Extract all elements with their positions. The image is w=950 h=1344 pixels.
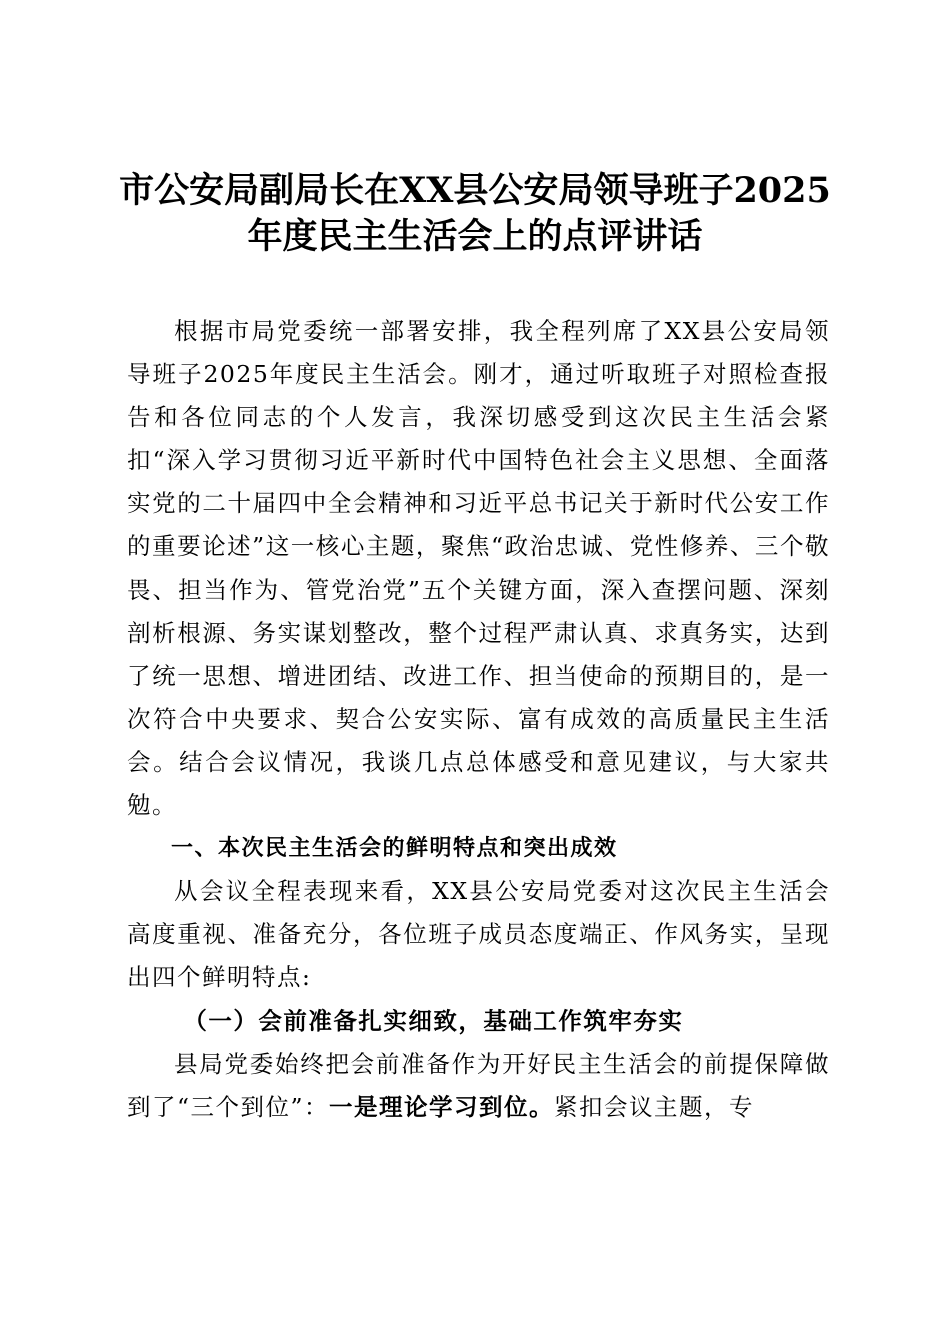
subsection-1-bold-phrase: 一是理论学习到位。	[329, 1092, 555, 1121]
subsection-1-paragraph	[127, 1043, 830, 1129]
subsection-1-heading: （一）会前准备扎实细致，基础工作筑牢夯实	[183, 1006, 684, 1035]
subsection-1-text-end: 紧扣会议主题，专	[554, 1092, 755, 1121]
section-1-heading: 一、本次民主生活会的鲜明特点和突出成效	[171, 836, 618, 862]
subsection-1-text-start: 县局党委始终把会前准备作为开好民主生活会的前提保障做到了“三个到位”：	[127, 1049, 830, 1121]
section-1-paragraph: 从会议全程表现来看，XX县公安局党委对这次民主生活会高度重视、准备充分，各位班子成员态度端正、作风务实，呈现出四个鲜明特点:	[127, 877, 830, 992]
intro-paragraph: 根据市局党委统一部署安排，我全程列席了XX县公安局领导班子2025年度民主生活会。刚才，通过听取班子对照检查报告和各位同志的个人发言，我深切感受到这次民主生活会紧扣“深入学习贯彻习近平新时代中国特色社会主义思想、全面落实党的二十届四中全会精神和习近平总书记关于新时代公安工作的重要论述”这一核心主题，聚焦“政治忠诚、党性修养、三个敬畏、担当作为、管党治党”五个关键方面，深入查摆问题、深刻剖析根源、务实谋划整改，整个过程严肃认真、求真务实，达到了统一思想、增进团结、改进工作、担当使命的预期目的，是一次符合中央要求、契合公安实际、富有成效的高质量民主生活会。结合会议情况，我谈几点总体感受和意见建议，与大家共勉。	[127, 317, 830, 820]
document-body	[127, 310, 830, 1129]
document-title	[110, 168, 840, 260]
title-line-2: 年度民主生活会上的点评讲话	[247, 216, 703, 257]
title-line-1: 市公安局副局长在XX县公安局领导班子2025	[119, 170, 831, 211]
